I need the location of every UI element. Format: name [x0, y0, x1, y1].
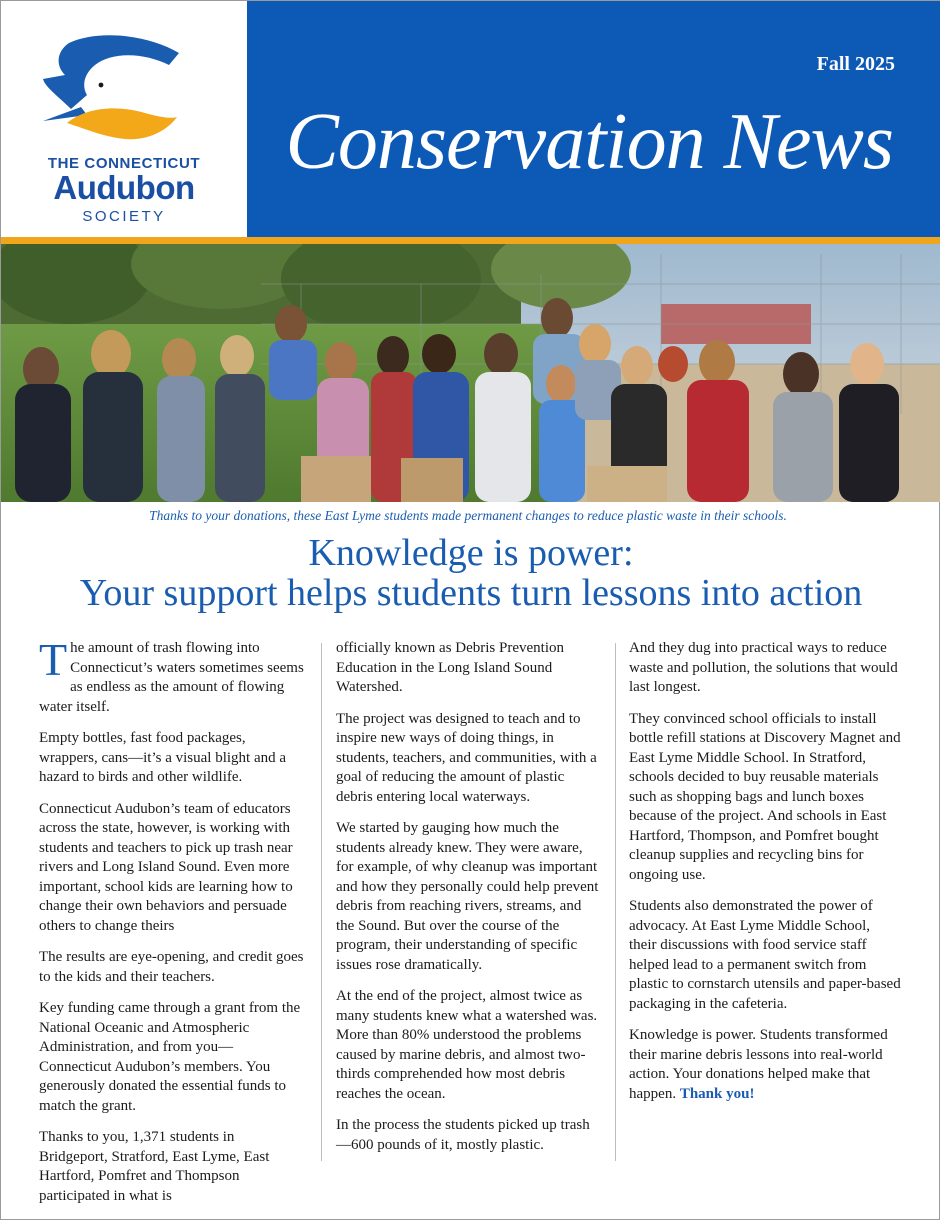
photo-caption: Thanks to your donations, these East Lyme students made permanent changes to reduce plastic waste in their schools.: [149, 508, 787, 523]
paragraph-text: Knowledge is power. Students transformed their marine debris lessons into real-world action. Your donations helped make that happen.: [629, 1027, 888, 1102]
org-name-line3: SOCIETY: [82, 208, 166, 225]
article-columns: [39, 634, 905, 1204]
article-paragraph: Thanks to you, 1,371 students in Bridgeport, Stratford, East Lyme, East Hartford, Pomfret and Thompson participated in what is: [39, 1129, 270, 1204]
article-paragraph: They convinced school officials to install bottle refill stations at Discovery Magnet and East Lyme Middle School. In Stratford, schools decided to buy reusable materials such as shopping bags and lunch boxes because of the project. And schools in East Hartford, Thompson, and Pomfret bought cleanup supplies and recycling bins for ongoing use.: [629, 710, 901, 883]
article-paragraph: And they dug into practical ways to reduce waste and pollution, the solutions that would last longest.: [629, 640, 898, 695]
column-divider: [321, 643, 322, 1161]
article-paragraph: We started by gauging how much the students already knew. They were aware, for example, of why cleanup was important and how they personally could help prevent debris from reaching rivers, streams, and the Sound. But over the course of the program, their understanding of specific issues rose dramatically.: [336, 820, 599, 973]
article-paragraph: The project was designed to teach and to inspire new ways of doing things, in students, teachers, and communities, with a goal of reducing the amount of plastic debris entering local waterways.: [336, 710, 597, 805]
article-column-1: [39, 634, 305, 1218]
article-column-3: [629, 639, 901, 1116]
students-group-photo: [1, 244, 940, 502]
article-paragraph: Empty bottles, fast food packages, wrappers, cans—it’s a visual blight and a hazard to birds and other wildlife.: [39, 730, 287, 785]
article-paragraph: In the process the students picked up trash—600 pounds of it, mostly plastic.: [336, 1117, 590, 1153]
masthead-header: [1, 1, 940, 237]
issue-date: Fall 2025: [816, 53, 895, 75]
org-name-line2: Audubon: [53, 169, 195, 206]
title-band: [247, 1, 940, 237]
logo-area: [1, 1, 247, 237]
article-paragraph: Students also demonstrated the power of advocacy. At East Lyme Middle School, their discussions with food service staff helped lead to a permanent switch from plastic to cornstarch utensils and paper-based packaging in the cafeteria.: [629, 898, 901, 1012]
masthead-title: Conservation News: [285, 98, 893, 186]
column-divider: [615, 643, 616, 1161]
article-paragraph: officially known as Debris Prevention Education in the Long Island Sound Watershed.: [336, 640, 565, 695]
audubon-bird-logo-icon: [41, 35, 207, 143]
headline-line1: Knowledge is power:: [308, 532, 634, 574]
article-paragraph: [39, 634, 305, 717]
article-paragraph: The results are eye-opening, and credit goes to the kids and their teachers.: [39, 949, 304, 985]
article-paragraph: Connecticut Audubon’s team of educators across the state, however, is working with students and teachers to pick up trash near rivers and Long Island Sound. Even more important, school kids are learning how to change their own behaviors and persuade others to change theirs: [39, 800, 293, 934]
drop-cap: T: [39, 634, 68, 685]
thank-you-text: Thank you!: [679, 1085, 755, 1102]
paragraph-text: he amount of trash flowing into Connecticut’s waters sometimes seems as endless as the amount of flowing water itself.: [39, 640, 304, 715]
gold-divider-stripe: [1, 237, 940, 244]
article-paragraph: Key funding came through a grant from the National Oceanic and Atmospheric Administration, and from you—Connecticut Audubon’s members. You generously donated the essential funds to match the grant.: [39, 1000, 301, 1114]
article-paragraph: At the end of the project, almost twice as many students knew what a watershed was. More than 80% understood the problems caused by marine debris, and almost two-thirds comprehended how most debris reaches the ocean.: [336, 988, 598, 1102]
article-column-2: [336, 639, 602, 1167]
headline-line2: Your support helps students turn lessons into action: [79, 572, 863, 614]
article-paragraph: [629, 1026, 901, 1104]
org-name-line1: THE CONNECTICUT: [47, 155, 201, 172]
